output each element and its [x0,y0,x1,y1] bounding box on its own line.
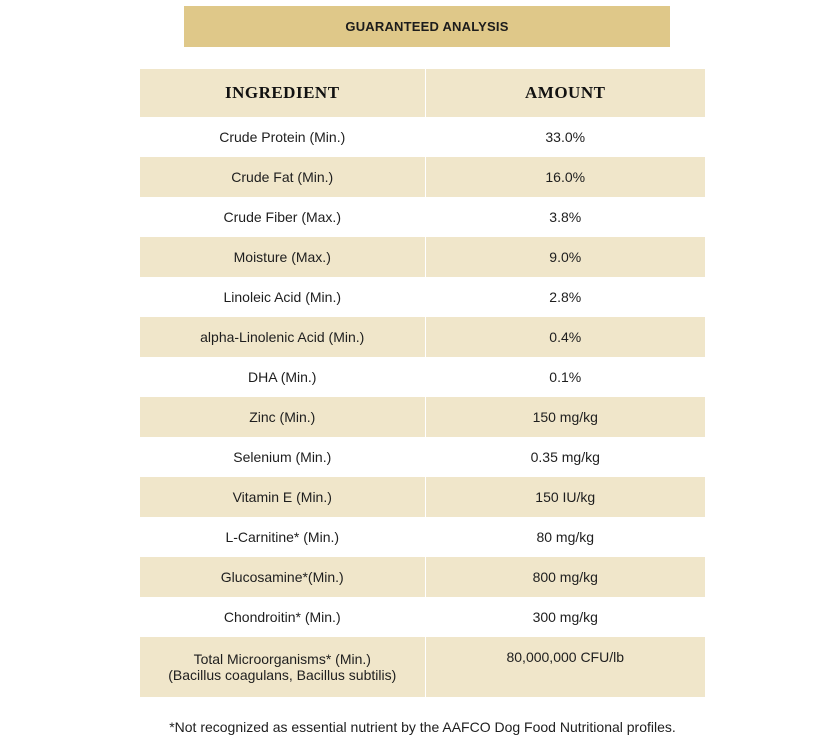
amount-cell: 0.35 mg/kg [425,437,705,477]
amount-cell: 9.0% [425,237,705,277]
table-row [140,317,705,357]
table-row [140,117,705,157]
header-ingredient: INGREDIENT [140,69,425,117]
ingredient-line-1: Total Microorganisms* (Min.) [193,651,371,667]
ingredient-cell: Zinc (Min.) [140,397,425,437]
table-row [140,397,705,437]
amount-cell: 0.1% [425,357,705,397]
table-header-row [140,69,705,117]
ingredient-cell: alpha-Linolenic Acid (Min.) [140,317,425,357]
footnote: *Not recognized as essential nutrient by the AAFCO Dog Food Nutritional profiles. [169,719,676,735]
ingredient-cell: Crude Fiber (Max.) [140,197,425,237]
amount-cell: 800 mg/kg [425,557,705,597]
ingredient-cell: L-Carnitine* (Min.) [140,517,425,557]
amount-cell: 33.0% [425,117,705,157]
amount-cell: 80,000,000 CFU/lb [425,637,705,697]
guaranteed-analysis-banner [184,6,670,47]
ingredient-cell: Glucosamine*(Min.) [140,557,425,597]
amount-cell: 150 IU/kg [425,477,705,517]
amount-cell: 16.0% [425,157,705,197]
amount-cell: 0.4% [425,317,705,357]
amount-cell: 3.8% [425,197,705,237]
table-row [140,277,705,317]
table-row [140,637,705,697]
table-row [140,557,705,597]
guaranteed-analysis-table-wrapper [140,69,705,697]
ingredient-cell [140,637,425,697]
amount-cell: 2.8% [425,277,705,317]
header-amount: AMOUNT [425,69,705,117]
amount-cell: 300 mg/kg [425,597,705,637]
table-row [140,437,705,477]
ingredient-cell: Vitamin E (Min.) [140,477,425,517]
ingredient-cell: DHA (Min.) [140,357,425,397]
ingredient-cell: Crude Fat (Min.) [140,157,425,197]
ingredient-cell: Linoleic Acid (Min.) [140,277,425,317]
ingredient-line-2: (Bacillus coagulans, Bacillus subtilis) [168,667,397,683]
guaranteed-analysis-table [140,69,705,697]
table-row [140,197,705,237]
table-row [140,597,705,637]
amount-cell: 80 mg/kg [425,517,705,557]
ingredient-cell: Moisture (Max.) [140,237,425,277]
table-row [140,157,705,197]
ingredient-cell: Chondroitin* (Min.) [140,597,425,637]
table-row [140,517,705,557]
banner-title: GUARANTEED ANALYSIS [345,19,509,34]
table-row [140,357,705,397]
ingredient-cell: Selenium (Min.) [140,437,425,477]
table-row [140,477,705,517]
amount-cell: 150 mg/kg [425,397,705,437]
ingredient-cell: Crude Protein (Min.) [140,117,425,157]
table-row [140,237,705,277]
